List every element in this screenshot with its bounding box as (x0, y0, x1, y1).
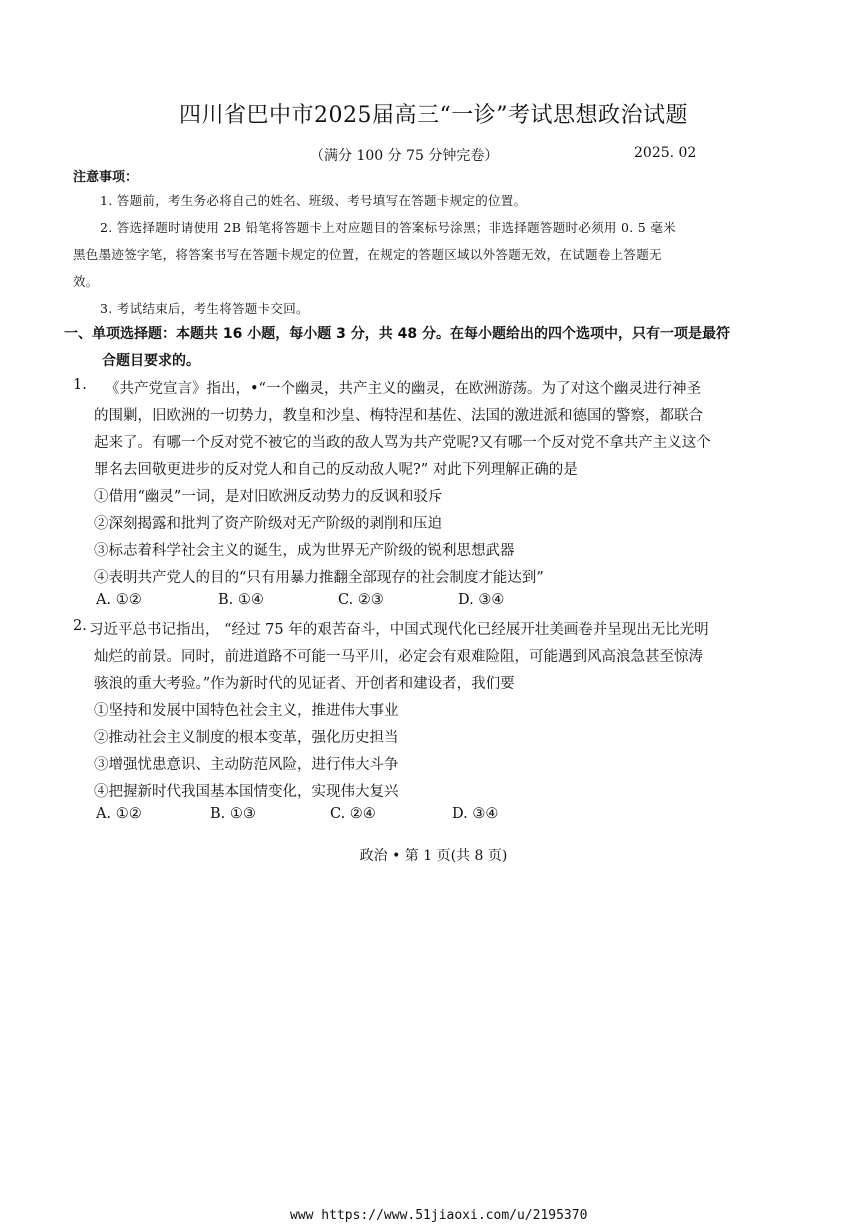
exam-date: 2025. 02 (634, 145, 697, 161)
question-2-option: ①坚持和发展中国特色社会主义，推进伟大事业 (94, 703, 399, 719)
question-2-option: ④把握新时代我国基本国情变化，实现伟大复兴 (94, 784, 399, 800)
notice-item-1: 1. 答题前，考生务必将自己的姓名、班级、考号填写在答题卡规定的位置。 (100, 193, 527, 208)
question-2-choice-c: C. ②④ (330, 806, 376, 822)
notice-item-2-cont: 黑色墨迹签字笔，将答案书写在答题卡规定的位置，在规定的答题区域以外答题无效，在试题卷上答题无 (73, 247, 662, 262)
question-2-choice-d: D. ③④ (452, 806, 499, 822)
question-1-option: ②深刻揭露和批判了资产阶级对无产阶级的剥削和压迫 (94, 516, 442, 532)
question-2-choice-a: A. ①② (96, 806, 142, 822)
question-1-option: ③标志着科学社会主义的诞生，成为世界无产阶级的锐利思想武器 (94, 543, 515, 559)
question-1-choice-d: D. ③④ (458, 592, 505, 608)
notice-item-3: 3. 考试结束后，考生将答题卡交回。 (100, 301, 309, 316)
question-1-option: ①借用“幽灵”一词，是对旧欧洲反动势力的反讽和驳斥 (94, 489, 443, 505)
question-1-choice-c: C. ②③ (338, 592, 384, 608)
notice-item-2-end: 效。 (73, 274, 99, 289)
question-1-choice-a: A. ①② (96, 592, 142, 608)
page-footer: 政治 • 第 1 页(共 8 页) (359, 848, 508, 864)
question-1-option: ④表明共产党人的目的“只有用暴力推翻全部现存的社会制度才能达到” (94, 570, 544, 586)
question-1-line: 起来了。有哪一个反对党不被它的当政的敌人骂为共产党呢?又有哪一个反对党不拿共产主义这个 (94, 435, 711, 451)
question-2-line: 骇浪的重大考验。”作为新时代的见证者、开创者和建设者，我们要 (94, 676, 515, 692)
question-2-line: 灿烂的前景。同时，前进道路不可能一马平川，必定会有艰难险阻，可能遇到风高浪急甚至惊涛 (94, 649, 703, 665)
question-1-line: 的围剿，旧欧洲的一切势力，教皇和沙皇、梅特涅和基佐、法国的激进派和德国的警察，都联合 (94, 408, 703, 424)
question-1-number: 1. (73, 377, 87, 393)
question-2-number: 2. (73, 618, 87, 634)
question-2-option: ③增强忧患意识、主动防范风险，进行伟大斗争 (94, 757, 399, 773)
question-1-line: 罪名去回敬更进步的反对党人和自己的反动敌人呢?” 对此下列理解正确的是 (94, 462, 578, 478)
watermark-url[interactable]: www https://www.51jiaoxi.com/u/2195370 (290, 1208, 588, 1223)
notice-item-2: 2. 答选择题时请使用 2B 铅笔将答题卡上对应题目的答案标号涂黑；非选择题答题时必须用 0. 5 毫米 (100, 220, 676, 235)
section-heading-cont: 合题目要求的。 (102, 353, 200, 369)
notice-heading: 注意事项： (73, 170, 139, 185)
question-2-option: ②推动社会主义制度的根本变革，强化历史担当 (94, 730, 399, 746)
question-2-line: 习近平总书记指出， “经过 75 年的艰苦奋斗，中国式现代化已经展开壮美画卷并呈现出无比光明 (89, 622, 709, 638)
exam-title: 四川省巴中市2025届高三“一诊”考试思想政治试题 (179, 103, 688, 128)
question-1-choice-b: B. ①④ (218, 592, 264, 608)
question-1-line: 《共产党宣言》指出，•“一个幽灵，共产主义的幽灵，在欧洲游荡。为了对这个幽灵进行神圣 (105, 381, 701, 397)
section-heading: 一、单项选择题：本题共 16 小题，每小题 3 分，共 48 分。在每小题给出的四个选项中，只有一项是最符 (64, 326, 730, 342)
exam-subtitle: （满分 100 分 75 分钟完卷） (310, 148, 499, 164)
question-2-choice-b: B. ①③ (210, 806, 256, 822)
